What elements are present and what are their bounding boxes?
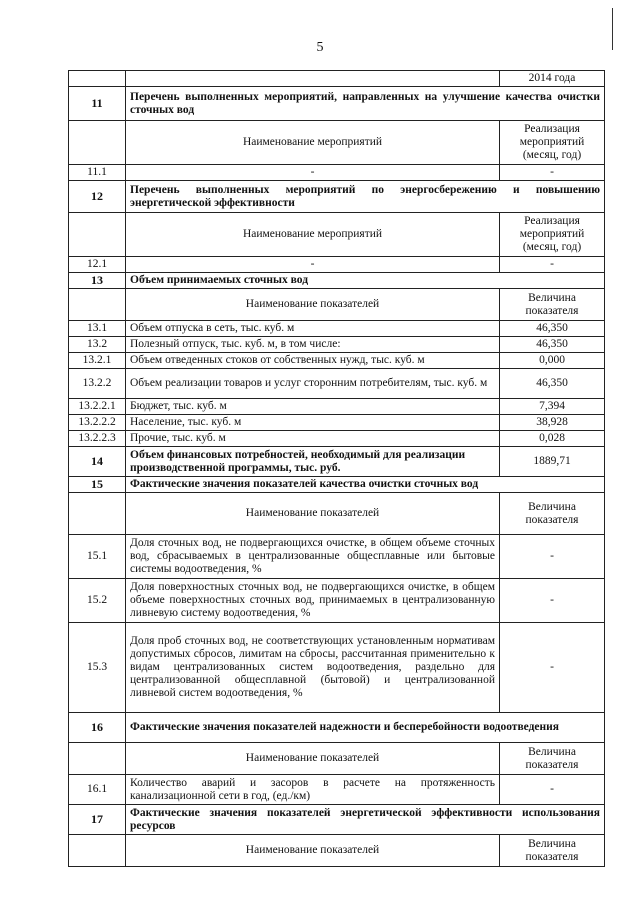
indicator-table <box>68 70 605 867</box>
section-header-row <box>69 273 605 289</box>
column-header-name: Наименование мероприятий <box>126 121 500 165</box>
empty-cell <box>69 835 126 867</box>
row-number: 13.2.2.1 <box>69 399 126 415</box>
row-name: Объем реализации товаров и услуг сторонним потребителям, тыс. куб. м <box>126 369 500 399</box>
table-row <box>69 353 605 369</box>
row-name: - <box>126 165 500 181</box>
column-header-row <box>69 121 605 165</box>
section-title: Фактические значения показателей надежности и бесперебойности водоотведения <box>126 713 605 743</box>
table-row <box>69 415 605 431</box>
section-header-row <box>69 87 605 121</box>
section-number: 13 <box>69 273 126 289</box>
row-value: - <box>500 257 605 273</box>
column-header-value: Величина показателя <box>500 743 605 775</box>
section-header-row <box>69 713 605 743</box>
row-value: 1889,71 <box>500 447 605 477</box>
row-value: - <box>500 165 605 181</box>
section-title: Фактические значения показателей энергетической эффективности использования ресурсов <box>126 805 605 835</box>
column-header-value: Величина показателя <box>500 835 605 867</box>
section-header-row <box>69 181 605 213</box>
row-number: 12.1 <box>69 257 126 273</box>
section-title: Объем принимаемых сточных вод <box>126 273 605 289</box>
page-number: 5 <box>316 40 324 55</box>
row-value: 46,350 <box>500 369 605 399</box>
column-header-name: Наименование показателей <box>126 835 500 867</box>
row-value: 38,928 <box>500 415 605 431</box>
table-row <box>69 165 605 181</box>
row-value: - <box>500 535 605 579</box>
row-value: 46,350 <box>500 337 605 353</box>
row-name: Бюджет, тыс. куб. м <box>126 399 500 415</box>
row-name: Объем отпуска в сеть, тыс. куб. м <box>126 321 500 337</box>
table-row <box>69 431 605 447</box>
section-title: Фактические значения показателей качества очистки сточных вод <box>126 477 605 493</box>
header-year-cell: 2014 года <box>500 71 605 87</box>
table-row <box>69 71 605 87</box>
empty-cell <box>69 493 126 535</box>
column-header-name: Наименование показателей <box>126 493 500 535</box>
section-number: 16 <box>69 713 126 743</box>
section-header-row <box>69 477 605 493</box>
section-header-row <box>69 447 605 477</box>
row-number: 13.2 <box>69 337 126 353</box>
section-number: 12 <box>69 181 126 213</box>
table-row <box>69 623 605 713</box>
row-name: Прочие, тыс. куб. м <box>126 431 500 447</box>
column-header-name: Наименование показателей <box>126 289 500 321</box>
column-header-value: Реализация мероприятий (месяц, год) <box>500 121 605 165</box>
row-number: 11.1 <box>69 165 126 181</box>
column-header-row <box>69 493 605 535</box>
table-row <box>69 337 605 353</box>
row-number: 13.1 <box>69 321 126 337</box>
row-value: - <box>500 623 605 713</box>
column-header-row <box>69 213 605 257</box>
column-header-value: Величина показателя <box>500 289 605 321</box>
row-value: 0,028 <box>500 431 605 447</box>
row-name: Объем отведенных стоков от собственных нужд, тыс. куб. м <box>126 353 500 369</box>
empty-cell <box>69 71 126 87</box>
section-title: Объем финансовых потребностей, необходимый для реализации производственной программы, тыс. руб. <box>126 447 500 477</box>
empty-cell <box>126 71 500 87</box>
row-name: Количество аварий и засоров в расчете на протяженность канализационной сети в год, (ед./км) <box>126 775 500 805</box>
column-header-value: Реализация мероприятий (месяц, год) <box>500 213 605 257</box>
section-title: Перечень выполненных мероприятий, направленных на улучшение качества очистки сточных вод <box>126 87 605 121</box>
column-header-name: Наименование мероприятий <box>126 213 500 257</box>
table-row <box>69 257 605 273</box>
row-name: - <box>126 257 500 273</box>
row-value: 0,000 <box>500 353 605 369</box>
row-number: 13.2.2 <box>69 369 126 399</box>
table-row <box>69 775 605 805</box>
row-value: 7,394 <box>500 399 605 415</box>
row-name: Доля проб сточных вод, не соответствующих установленным нормативам допустимых сбросов, лимитам на сбросы, рассчитанная применительно к видам централизованных систем водоотведения, раздельно для централизованной общесплавной (бытовой) и централизованной ливневой систем водоотведения, % <box>126 623 500 713</box>
table-row <box>69 369 605 399</box>
row-number: 13.2.2.3 <box>69 431 126 447</box>
column-header-row <box>69 743 605 775</box>
section-title: Перечень выполненных мероприятий по энергосбережению и повышению энергетической эффективности <box>126 181 605 213</box>
table-row <box>69 321 605 337</box>
row-number: 16.1 <box>69 775 126 805</box>
row-name: Доля поверхностных сточных вод, не подвергающихся очистке, в общем объеме поверхностных сточных вод, принимаемых в централизованную ливневую систему водоотведения, % <box>126 579 500 623</box>
section-header-row <box>69 805 605 835</box>
empty-cell <box>69 121 126 165</box>
section-number: 15 <box>69 477 126 493</box>
section-number: 11 <box>69 87 126 121</box>
table-row <box>69 579 605 623</box>
row-name: Полезный отпуск, тыс. куб. м, в том числе: <box>126 337 500 353</box>
empty-cell <box>69 743 126 775</box>
column-header-name: Наименование показателей <box>126 743 500 775</box>
section-number: 17 <box>69 805 126 835</box>
row-value: 46,350 <box>500 321 605 337</box>
row-number: 15.3 <box>69 623 126 713</box>
empty-cell <box>69 213 126 257</box>
row-value: - <box>500 579 605 623</box>
row-name: Доля сточных вод, не подвергающихся очистке, в общем объеме сточных вод, сбрасываемых в централизованные общесплавные или бытовые системы водоотведения, % <box>126 535 500 579</box>
scan-edge-mark <box>612 8 613 50</box>
column-header-value: Величина показателя <box>500 493 605 535</box>
column-header-row <box>69 289 605 321</box>
section-number: 14 <box>69 447 126 477</box>
table-row <box>69 535 605 579</box>
row-number: 13.2.1 <box>69 353 126 369</box>
row-number: 13.2.2.2 <box>69 415 126 431</box>
table-row <box>69 399 605 415</box>
column-header-row <box>69 835 605 867</box>
row-name: Население, тыс. куб. м <box>126 415 500 431</box>
row-number: 15.1 <box>69 535 126 579</box>
empty-cell <box>69 289 126 321</box>
row-number: 15.2 <box>69 579 126 623</box>
row-value: - <box>500 775 605 805</box>
